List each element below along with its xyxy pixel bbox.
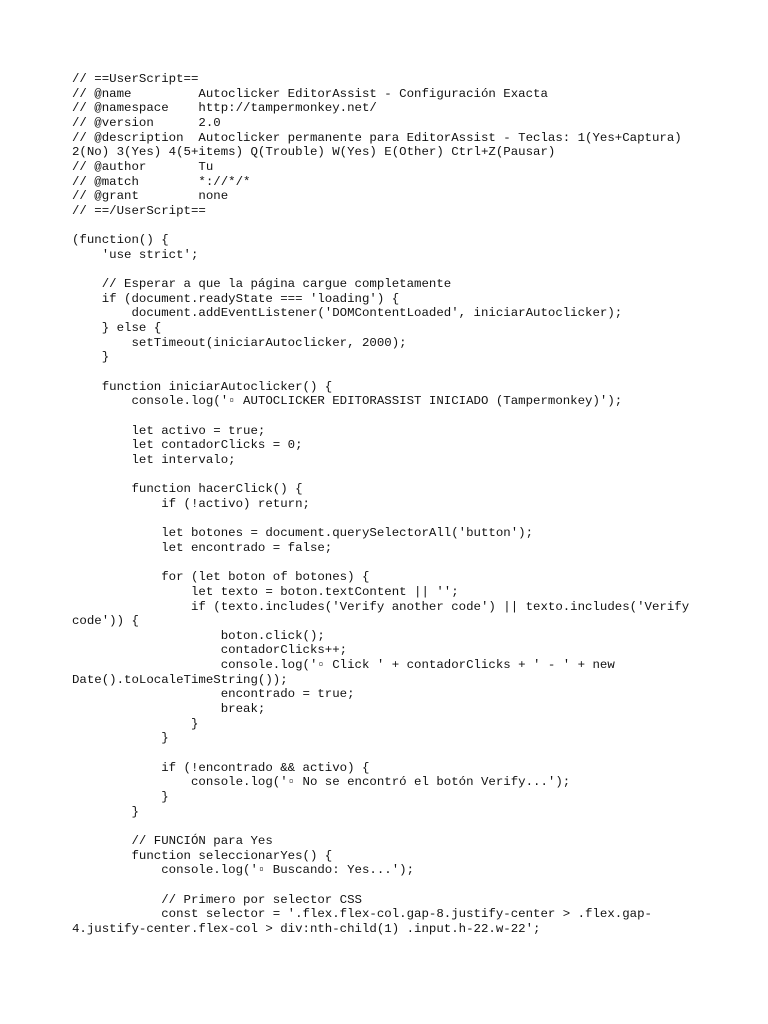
code-line: Date().toLocaleTimeString());	[72, 672, 288, 687]
code-line	[72, 263, 712, 278]
code-line	[72, 219, 712, 234]
code-line: // @namespace http://tampermonkey.net/	[72, 101, 377, 116]
code-line: code')) {	[72, 614, 139, 629]
code-line: let texto = boton.textContent || '';	[72, 584, 459, 599]
code-line: } else {	[72, 321, 162, 336]
code-line: // @author Tu	[72, 159, 214, 174]
code-line: // @grant none	[72, 189, 229, 204]
code-line: let intervalo;	[72, 453, 236, 467]
code-line: // FUNCIÓN para Yes	[72, 833, 273, 848]
code-line	[72, 512, 712, 527]
code-line: }	[72, 350, 110, 365]
code-line: boton.click();	[72, 628, 325, 643]
code-line: // @match *://*/*	[72, 174, 251, 189]
code-line	[72, 746, 712, 761]
code-line: // @description Autoclicker permanente para EditorAssist - Teclas: 1(Yes+Captura)	[72, 130, 682, 145]
code-line: if (!activo) return;	[72, 496, 310, 511]
code-line	[72, 468, 712, 483]
code-line: function iniciarAutoclicker() {	[72, 379, 333, 394]
code-line: for (let boton of botones) {	[72, 570, 370, 585]
code-line: (function() {	[72, 233, 169, 248]
code-line: const selector = '.flex.flex-col.gap-8.justify-center > .flex.gap-	[72, 907, 652, 922]
code-line: // @version 2.0	[72, 115, 221, 130]
code-line	[72, 365, 712, 380]
code-line	[72, 409, 712, 424]
code-line: console.log('▫ Click ' + contadorClicks + ' - ' + new	[72, 658, 615, 673]
code-line: let encontrado = false;	[72, 540, 333, 555]
code-line	[72, 878, 712, 893]
code-line: }	[72, 790, 169, 805]
code-line: // Primero por selector CSS	[72, 892, 362, 907]
code-line: let contadorClicks = 0;	[72, 438, 303, 453]
code-line: if (document.readyState === 'loading') {	[72, 291, 400, 306]
code-line: }	[72, 731, 169, 746]
code-line: // @name Autoclicker EditorAssist - Configuración Exacta	[72, 86, 548, 101]
code-line: if (texto.includes('Verify another code') || texto.includes('Verify	[72, 599, 690, 614]
code-line: function hacerClick() {	[72, 482, 303, 497]
code-line: 4.justify-center.flex-col > div:nth-child(1) .input.h-22.w-22';	[72, 921, 541, 936]
code-line: let activo = true;	[72, 423, 266, 438]
code-line: setTimeout(iniciarAutoclicker, 2000);	[72, 335, 407, 350]
code-line: console.log('▫ No se encontró el botón Verify...');	[72, 775, 571, 790]
code-line: if (!encontrado && activo) {	[72, 760, 370, 775]
code-line: }	[72, 804, 139, 819]
code-line: 'use strict';	[72, 247, 199, 262]
code-line: break;	[72, 702, 266, 717]
code-listing	[72, 72, 712, 937]
code-line: console.log('▫ AUTOCLICKER EDITORASSIST INICIADO (Tampermonkey)');	[72, 394, 623, 409]
code-line	[72, 819, 712, 834]
code-line	[72, 556, 712, 571]
code-line: // ==UserScript==	[72, 72, 199, 86]
code-line: let botones = document.querySelectorAll('button');	[72, 526, 534, 541]
code-line: function seleccionarYes() {	[72, 848, 333, 863]
code-line: // ==/UserScript==	[72, 203, 206, 218]
code-line: }	[72, 716, 199, 731]
code-line: 2(No) 3(Yes) 4(5+items) Q(Trouble) W(Yes) E(Other) Ctrl+Z(Pausar)	[72, 145, 556, 160]
code-line: console.log('▫ Buscando: Yes...');	[72, 863, 415, 878]
code-line: document.addEventListener('DOMContentLoaded', iniciarAutoclicker);	[72, 306, 623, 321]
code-line: contadorClicks++;	[72, 643, 348, 658]
code-line: // Esperar a que la página cargue completamente	[72, 277, 452, 292]
code-line: encontrado = true;	[72, 687, 355, 702]
